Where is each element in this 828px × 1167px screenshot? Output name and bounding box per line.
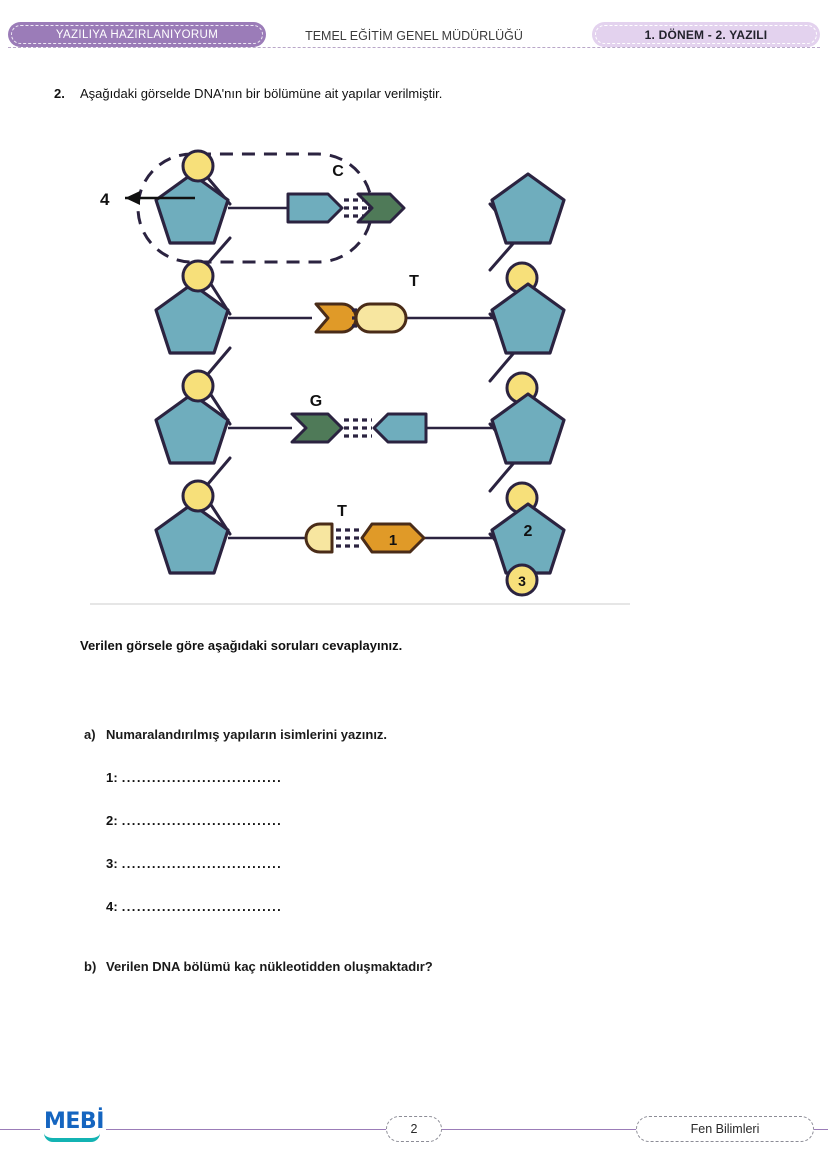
- institution-title: TEMEL EĞİTİM GENEL MÜDÜRLÜĞÜ: [283, 29, 545, 43]
- question-text: Aşağıdaki görselde DNA'nın bir bölümüne ait yapılar verilmiştir.: [80, 86, 443, 101]
- exam-prep-badge-label: YAZILIYA HAZIRLANIYORUM: [55, 28, 219, 41]
- answer-blank-4-label: 4:: [106, 899, 118, 914]
- instruction-text: Verilen görsele göre aşağıdaki soruları cevaplayınız.: [80, 638, 403, 653]
- base-row2-right: [356, 304, 406, 332]
- mebi-logo: [40, 1109, 106, 1151]
- page-footer: [0, 1095, 828, 1167]
- answer-blank-4[interactable]: [106, 899, 282, 914]
- base-row1-left: [288, 194, 342, 222]
- exam-prep-badge: [8, 22, 266, 47]
- base-label-row4: T: [337, 503, 347, 520]
- answer-blank-3-label: 3:: [106, 856, 118, 871]
- page-header: [0, 0, 828, 62]
- answer-blank-1[interactable]: [106, 770, 282, 785]
- header-divider: [8, 47, 820, 48]
- base-label-row2: T: [409, 273, 419, 290]
- mebi-logo-text: MEBİ: [44, 1109, 104, 1134]
- sub-question-a-label: a): [84, 727, 96, 742]
- base-label-row3: G: [309, 393, 323, 410]
- base-row4-left: [306, 524, 332, 552]
- sub-question-b-text: Verilen DNA bölümü kaç nükleotidden oluşmaktadır?: [106, 959, 433, 974]
- sub-question-a-text: Numaralandırılmış yapıların isimlerini yazınız.: [106, 727, 388, 742]
- answer-blank-3[interactable]: [106, 856, 282, 871]
- base-row3-right: [374, 414, 426, 442]
- part-label-2: 2: [523, 523, 533, 540]
- dna-diagram: [80, 118, 640, 608]
- part-label-1: 1: [388, 532, 398, 549]
- part-label-3: 3: [518, 573, 526, 589]
- base-label-row1: C: [332, 163, 344, 180]
- answer-blank-3-dots: ................................: [121, 856, 283, 871]
- base-row2-left: [316, 304, 356, 332]
- answer-blank-4-dots: ................................: [121, 899, 283, 914]
- answer-blank-2-dots: ................................: [121, 813, 283, 828]
- term-badge: [592, 22, 820, 47]
- answer-blank-1-dots: ................................: [121, 770, 283, 785]
- answer-blank-2-label: 2:: [106, 813, 118, 828]
- term-badge-label: 1. DÖNEM - 2. YAZILI: [644, 27, 768, 42]
- page-number: 2: [386, 1116, 442, 1142]
- answer-blank-1-label: 1:: [106, 770, 118, 785]
- subject-label: Fen Bilimleri: [636, 1116, 814, 1142]
- svg-text:4: 4: [100, 190, 110, 209]
- question-number: 2.: [54, 86, 65, 101]
- base-row3-left: [292, 414, 342, 442]
- sub-question-b-label: b): [84, 959, 97, 974]
- answer-blank-2[interactable]: [106, 813, 282, 828]
